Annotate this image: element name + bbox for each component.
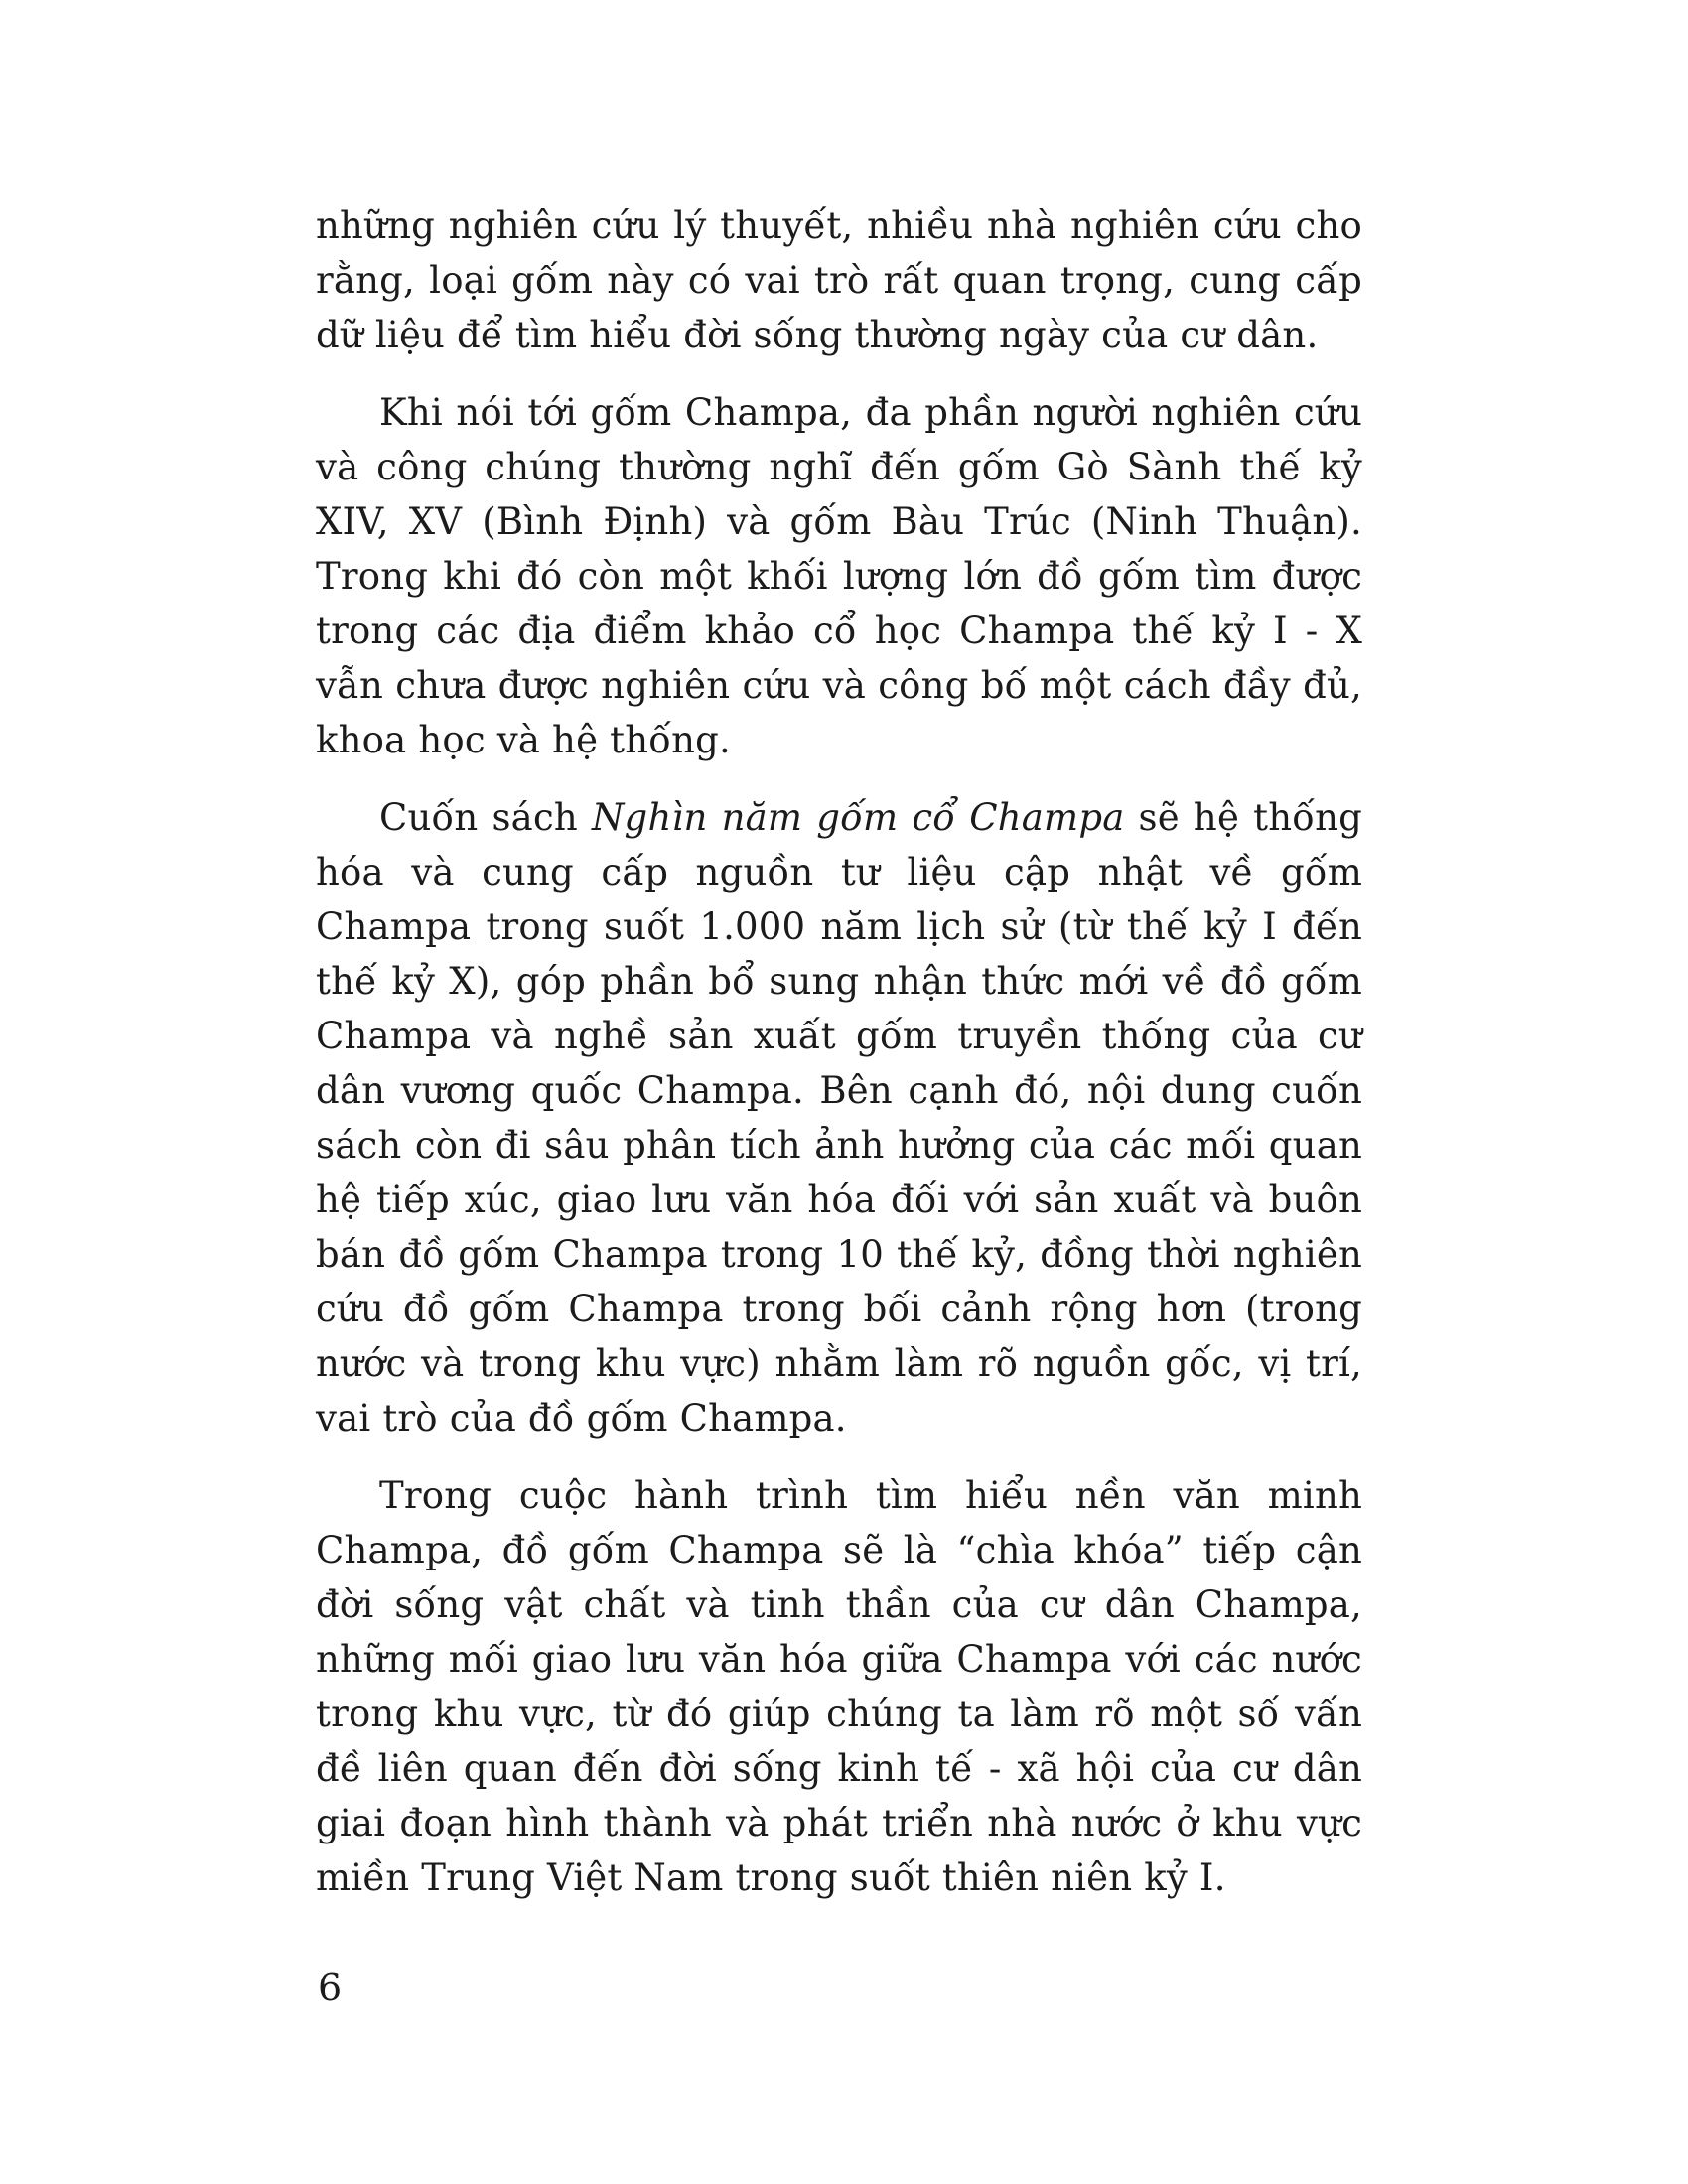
text-segment: Cuốn sách xyxy=(379,796,592,839)
body-text xyxy=(316,199,1362,1928)
paragraph xyxy=(316,790,1362,1445)
text-segment: Khi nói tới gốm Champa, đa phần người nghiên cứu và công chúng thường nghĩ đến gốm Gò Sành thế kỷ XIV, XV (Bình Định) và gốm Bàu Trúc (Ninh Thuận). Trong khi đó còn một khối lượng lớn đồ gốm tìm được trong các địa điểm khảo cổ học Champa thế kỷ I - X vẫn chưa được nghiên cứu và công bố một cách đầy đủ, khoa học và hệ thống. xyxy=(316,391,1362,761)
paragraph xyxy=(316,1468,1362,1905)
page-number: 6 xyxy=(318,1966,343,2009)
book-title-italic: Nghìn năm gốm cổ Champa xyxy=(591,796,1125,839)
text-segment: Trong cuộc hành trình tìm hiểu nền văn minh Champa, đồ gốm Champa sẽ là “chìa khóa” tiếp cận đời sống vật chất và tinh thần của cư dân Champa, những mối giao lưu văn hóa giữa Champa với các nước trong khu vực, từ đó giúp chúng ta làm rõ một số vấn đề liên quan đến đời sống kinh tế - xã hội của cư dân giai đoạn hình thành và phát triển nhà nước ở khu vực miền Trung Việt Nam trong suốt thiên niên kỷ I. xyxy=(316,1474,1362,1899)
text-segment: sẽ hệ thống hóa và cung cấp nguồn tư liệu cập nhật về gốm Champa trong suốt 1.000 năm lịch sử (từ thế kỷ I đến thế kỷ X), góp phần bổ sung nhận thức mới về đồ gốm Champa và nghề sản xuất gốm truyền thống của cư dân vương quốc Champa. Bên cạnh đó, nội dung cuốn sách còn đi sâu phân tích ảnh hưởng của các mối quan hệ tiếp xúc, giao lưu văn hóa đối với sản xuất và buôn bán đồ gốm Champa trong 10 thế kỷ, đồng thời nghiên cứu đồ gốm Champa trong bối cảnh rộng hơn (trong nước và trong khu vực) nhằm làm rõ nguồn gốc, vị trí, vai trò của đồ gốm Champa. xyxy=(316,796,1362,1439)
paragraph xyxy=(316,385,1362,767)
text-segment: những nghiên cứu lý thuyết, nhiều nhà nghiên cứu cho rằng, loại gốm này có vai trò rất quan trọng, cung cấp dữ liệu để tìm hiểu đời sống thường ngày của cư dân. xyxy=(316,205,1362,356)
paragraph xyxy=(316,199,1362,362)
